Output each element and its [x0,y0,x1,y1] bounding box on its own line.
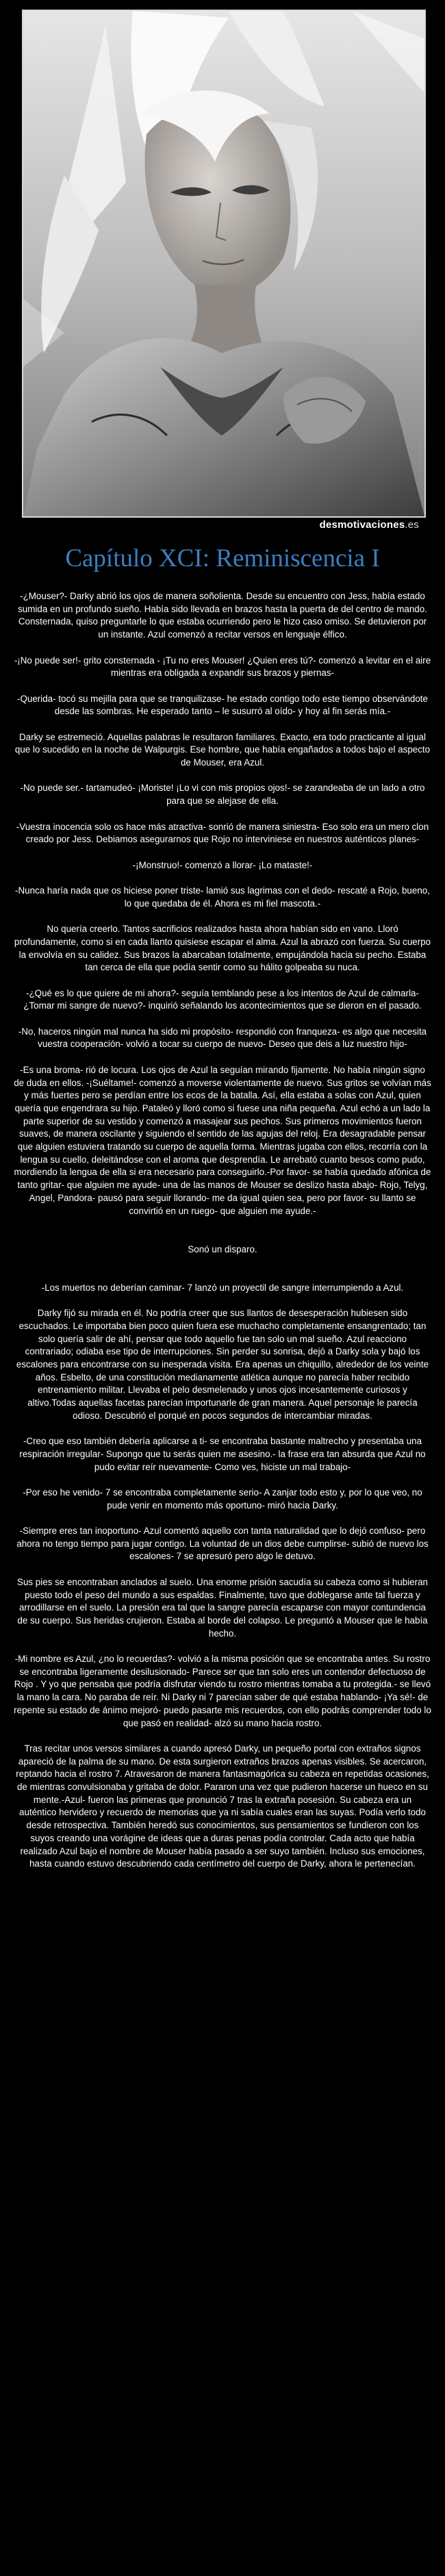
paragraph: -Mi nombre es Azul, ¿no lo recuerdas?- volvió a la misma posición que se encontraba antes. Su rostro se encontraba ligeramente desilusionado- Parece ser que tan solo eres un contendor defectuoso de Rojo . Y yo que pensaba que podría disfrutar viendo tu rostro mientras tomaba a tu protegida.- se llevó la mano la cara. No paraba de reír. Ni Darky ni 7 parecían saber de qué estaba hablando- ¡Ya sé!- de repente su estado de ánimo mejoró- puedo pasarte mis recuerdos, con ello podrás comprender todo lo que pasó en realidad- alzó su mano hacia rostro. [14,1654,431,1728]
paragraph: -Nunca haría nada que os hiciese poner triste- lamió sus lagrimas con el dedo- rescaté a Rojo, bueno, lo que quedaba de él. Ahora es mi fiel mascota.- [15,885,430,909]
paragraph: -No puede ser.- tartamudeó- ¡Moriste! ¡Lo vi con mis propios ojos!- se zarandeaba de un lado a otro para que se alejase de ella. [20,783,425,807]
paragraph: -Siempre eres tan inoportuno- Azul comentó aquello con tanta naturalidad que lo dejó confuso- pero ahora no tengo tiempo para jugar contigo. La voluntad de un dios debe cumplirse- subió de nuevo los escalones- 7 se apresuró pero algo le detuvo. [16,1526,429,1562]
paragraph: No quería creerlo. Tantos sacrificios realizados hasta ahora habían sido en vano. Lloró profundamente, como si en cada llanto quisiese escapar el alma. Azul la abrazó con fuerza. Su cuerpo la envolvía en su calidez. Sus brazos la abarcaban totalmente, empujándola hacia su pecho. Estaba tan cerca de ella que podía sentir como su hálito golpeaba su nuca. [14,924,431,973]
paragraph: -Los muertos no deberían caminar- 7 lanzó un proyectil de sangre interrumpiendo a Azul. [41,1282,404,1293]
paragraph: -Es una broma- rió de locura. Los ojos de Azul la seguían mirando fijamente. No había ningún signo de duda en ellos. -¡Suéltame!- comenzó a moverse violentamente de nuevo. Sus gritos se volvían más y más fuertes pero se perdían entre los ecos de la batalla. Así, ella estaba a solas con Azul, quien quería que engendrara su hijo. Pataleó y lloró como si fuese una niña pequeña. Azul echó a un lado la parte superior de su vestido y comenzó a masajear sus pechos. Sus primeros movimientos fueron suaves, de manera oscilante y siguiendo el sentido de las agujas del reloj. Era desagradable pensar que alguien estuviera tratando su cuerpo de aquella forma. Mientras jugaba con ellos, recorría con la lengua su cuello, deleitándose con el aroma que desprendía. Le arrebató cuanto besos como pudo, mordiendo la lengua de ella si era necesario para conseguirlo.-Por favor- se había quedado afónica de tanto gritar- que alguien me ayude- una de las manos de Mouser se deslizo hasta abajo- Rojo, Telyg, Angel, Pandora- pausó para seguir llorando- me da igual quien sea, pero por favor- su llanto se convirtió en un ruego- que alguien me ayude.- [14,1064,431,1216]
paragraph: -Querida- tocó su mejilla para que se tranquilizase- he estado contigo todo este tiempo observándote desde las sombras. He esperado tanto – le susurró al oído- y hoy al fin serás mía.- [17,693,428,717]
watermark [320,519,419,531]
paragraph: Sus pies se encontraban anclados al suelo. Una enorme prisión sacudía su cabeza como si hubieran puesto todo el peso del mundo a sus espaldas. Finalmente, tuvo que doblegarse ante tal fuerza y arrodillarse en el suelo. La presión era tal que la sangre parecía escaparse con mayor contundencia de su cuerpo. Sus heridas crujieron. Estaba al borde del colapso. Le preguntó a Mouser que le había hecho. [17,1576,428,1639]
paragraph: -¡Monstruo!- comenzó a llorar- ¡Lo mataste!- [132,859,313,870]
chapter-title: Capítulo XCI: Reminiscencia I [65,544,380,572]
paragraph: Darky se estremeció. Aquellas palabras le resultaron familiares. Exacto, era todo practicante al igual que lo sucedido en la noche de Walpurgis. Ese hombre, que había engañados a todos bajo el aspecto de Mouser, era Azul. [14,731,431,768]
paragraph: -No, haceros ningún mal nunca ha sido mi propósito- respondió con franqueza- es algo que necesita vuestra cooperación- volvió a tocar su cuerpo de nuevo- Deseo que deis a luz nuestro hijo- [18,1026,427,1050]
paragraph: Tras recitar unos versos similares a cuando apresó Darky, un pequeño portal con extraños signos apareció de la palma de su mano. De esta surgieron extraños brazos apenas visibles. Se acercaron, reptando hacia el rostro 7. Atravesaron de manera fantasmagórica su cabeza en repetidas ocasiones, de mientras convulsionaba y gritaba de dolor. Pararon una vez que pudieron hacerse un hueco en su mente.-Azul- fueron las primeras que pronunció 7 tras la extraña posesión. Su cabeza era un auténtico hervidero y recuerdo de memorias que ya ni sabía cuales eran las suyas. Podía verlo todo desde retrospectiva. También heredó sus conocimientos, sus pensamientos se fundieron con los suyos creando una vorágine de ideas que a duras penas podía controlar. Cada acto que había realizado Azul bajo el nombre de Mouser había pasado a ser suyo también. Incluso sus emociones, hasta cuando estuvo descubriendo cada centímetro del cuerpo de Darky, ahora le pertenecían. [16,1743,429,1869]
paragraph: -¿Mouser?- Darky abrió los ojos de manera soñolienta. Desde su encuentro con Jess, había estado sumida en un profundo sueño. Había sido llevada en brazos hasta la puerta de del centro de mando. Consternada, quiso preguntarle lo que estaba ocurriendo pero le hizo caso omiso. Se detuvieron por un instante. Azul comenzó a recitar versos en lenguaje élfico. [18,591,427,640]
character-portrait-icon [23,11,424,516]
paragraph: -Vuestra inocencia solo os hace más atractiva- sonrió de manera siniestra- Eso solo era un mero clon creado por Jess. Debiamos asegurarnos que Rojo no interviniese en nuestros auténticos planes- [16,821,429,845]
paragraph: -Creo que eso también debería aplicarse a ti- se encontraba bastante maltrecho y presentaba una respiración irregular- Supongo que tu serás quien me asesino.- la frase era tan absurda que Azul no pudo evitar reír nuevamente- Como ves, hiciste un mal trabajo- [19,1436,426,1472]
paragraph: Sonó un disparo. [188,1243,257,1254]
paragraph: -¿Qué es lo que quiere de mi ahora?- seguía temblando pese a los intentos de Azul de calmarla-¿Tomar mi sangre de nuevo?- inquirió señalando los acontecimientos que se dieron en el pasado. [23,987,422,1011]
artwork-frame [22,10,426,518]
paragraph: -Por eso he venido- 7 se encontraba completamente serio- A zanjar todo esto y, por lo que veo, no pude venir en momento más oportuno- miró hacia Darky. [23,1487,422,1511]
paragraph: -¡No puede ser!- grito consternada - ¡Tu no eres Mouser! ¿Quien eres tú?- comenzó a levitar en el aire mientras era obligada a expandir sus brazos y piernas- [14,655,431,679]
story-text [14,590,431,1871]
watermark-suffix: .es [405,519,419,531]
watermark-brand: desmotivaciones [319,519,405,531]
paragraph: Darky fijó su mirada en él. No podría creer que sus llantos de desesperación hubiesen sido escuchados. Le importaba bien poco quien fuera ese muchacho completamente ensangrentado; tan solo quería salir de ahí, pensar que todo aquello fue tan solo un mal sueño. Azul reacciono contrariado; odiaba ese tipo de interrupciones. Sin perder su sonrisa, dejó a Darky sola y bajó los escalones para encontrarse con su inesperada visita. Era apenas un chiquillo, alrededor de los veinte años. Esbelto, de una constitución medianamente atlética aunque no parecía haber recibido entrenamiento militar. Llevaba el pelo desmelenado y unos ojos incesantemente curiosos y altivo.Todas aquellas facetas parecían importunarle de gran manera. Aquel personaje le parecía odioso. Descubrió el porqué en pocos segundos de intercambiar miradas. [16,1308,429,1421]
